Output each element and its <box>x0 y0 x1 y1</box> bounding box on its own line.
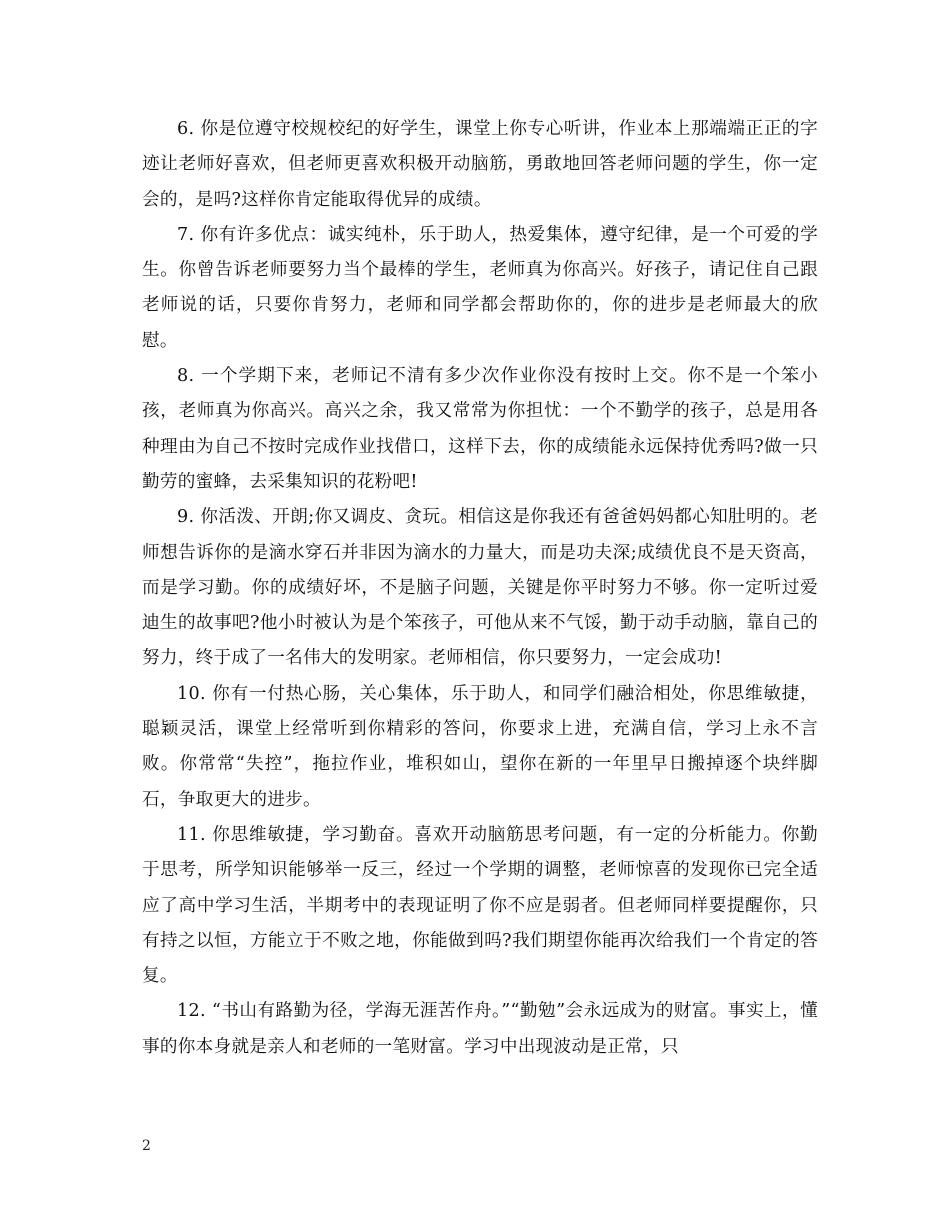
page-number: 2 <box>142 1138 151 1154</box>
paragraph-6: 6. 你是位遵守校规校纪的好学生，课堂上你专心听讲，作业本上那端端正正的字迹让老师好喜欢，但老师更喜欢积极开动脑筋，勇敢地回答老师问题的学生，你一定会的，是吗?这样你肯定能取得优异的成绩。 <box>142 119 818 210</box>
paragraph-8: 8. 一个学期下来，老师记不清有多少次作业你没有按时上交。你不是一个笨小孩，老师真为你高兴。高兴之余，我又常常为你担忧：一个不勤学的孩子，总是用各种理由为自己不按时完成作业找借口，这样下去，你的成绩能永远保持优秀吗?做一只勤劳的蜜蜂，去采集知识的花粉吧! <box>142 366 818 492</box>
paragraph-10: 10. 你有一付热心肠，关心集体，乐于助人，和同学们融洽相处，你思维敏捷，聪颖灵活，课堂上经常听到你精彩的答问，你要求上进，充满自信，学习上永不言败。你常常“失控”，拖拉作业，堆积如山，望你在新的一年里早日搬掉逐个块绊脚石，争取更大的进步。 <box>142 683 818 810</box>
paragraph-11: 11. 你思维敏捷，学习勤奋。喜欢开动脑筋思考问题，有一定的分析能力。你勤于思考，所学知识能够举一反三，经过一个学期的调整，老师惊喜的发现你已完全适应了高中学习生活，半期考中的表现证明了你不应是弱者。但老师同样要提醒你，只有持之以恒，方能立于不败之地，你能做到吗?我们期望你能再次给我们一个肯定的答复。 <box>142 824 818 987</box>
paragraph-9: 9. 你活泼、开朗;你又调皮、贪玩。相信这是你我还有爸爸妈妈都心知肚明的。老师想告诉你的是滴水穿石并非因为滴水的力量大，而是功夫深;成绩优良不是天资高，而是学习勤。你的成绩好坏，不是脑子问题，关键是你平时努力不够。你一定听过爱迪生的故事吧?他小时被认为是个笨孩子，可他从来不气馁，勤于动手动脑，靠自己的努力，终于成了一名伟大的发明家。老师相信，你只要努力，一定会成功! <box>142 507 818 669</box>
document-body <box>142 112 818 1065</box>
paragraph-12: 12. “书山有路勤为径，学海无涯苦作舟。”“勤勉”会永远成为的财富。事实上，懂事的你本身就是亲人和老师的一笔财富。学习中出现波动是正常，只 <box>142 1001 818 1057</box>
paragraph-7: 7. 你有许多优点：诚实纯朴，乐于助人，热爱集体，遵守纪律，是一个可爱的学生。你曾告诉老师要努力当个最棒的学生，老师真为你高兴。好孩子，请记住自己跟老师说的话，只要你肯努力，老师和同学都会帮助你的，你的进步是老师最大的欣慰。 <box>142 224 818 351</box>
